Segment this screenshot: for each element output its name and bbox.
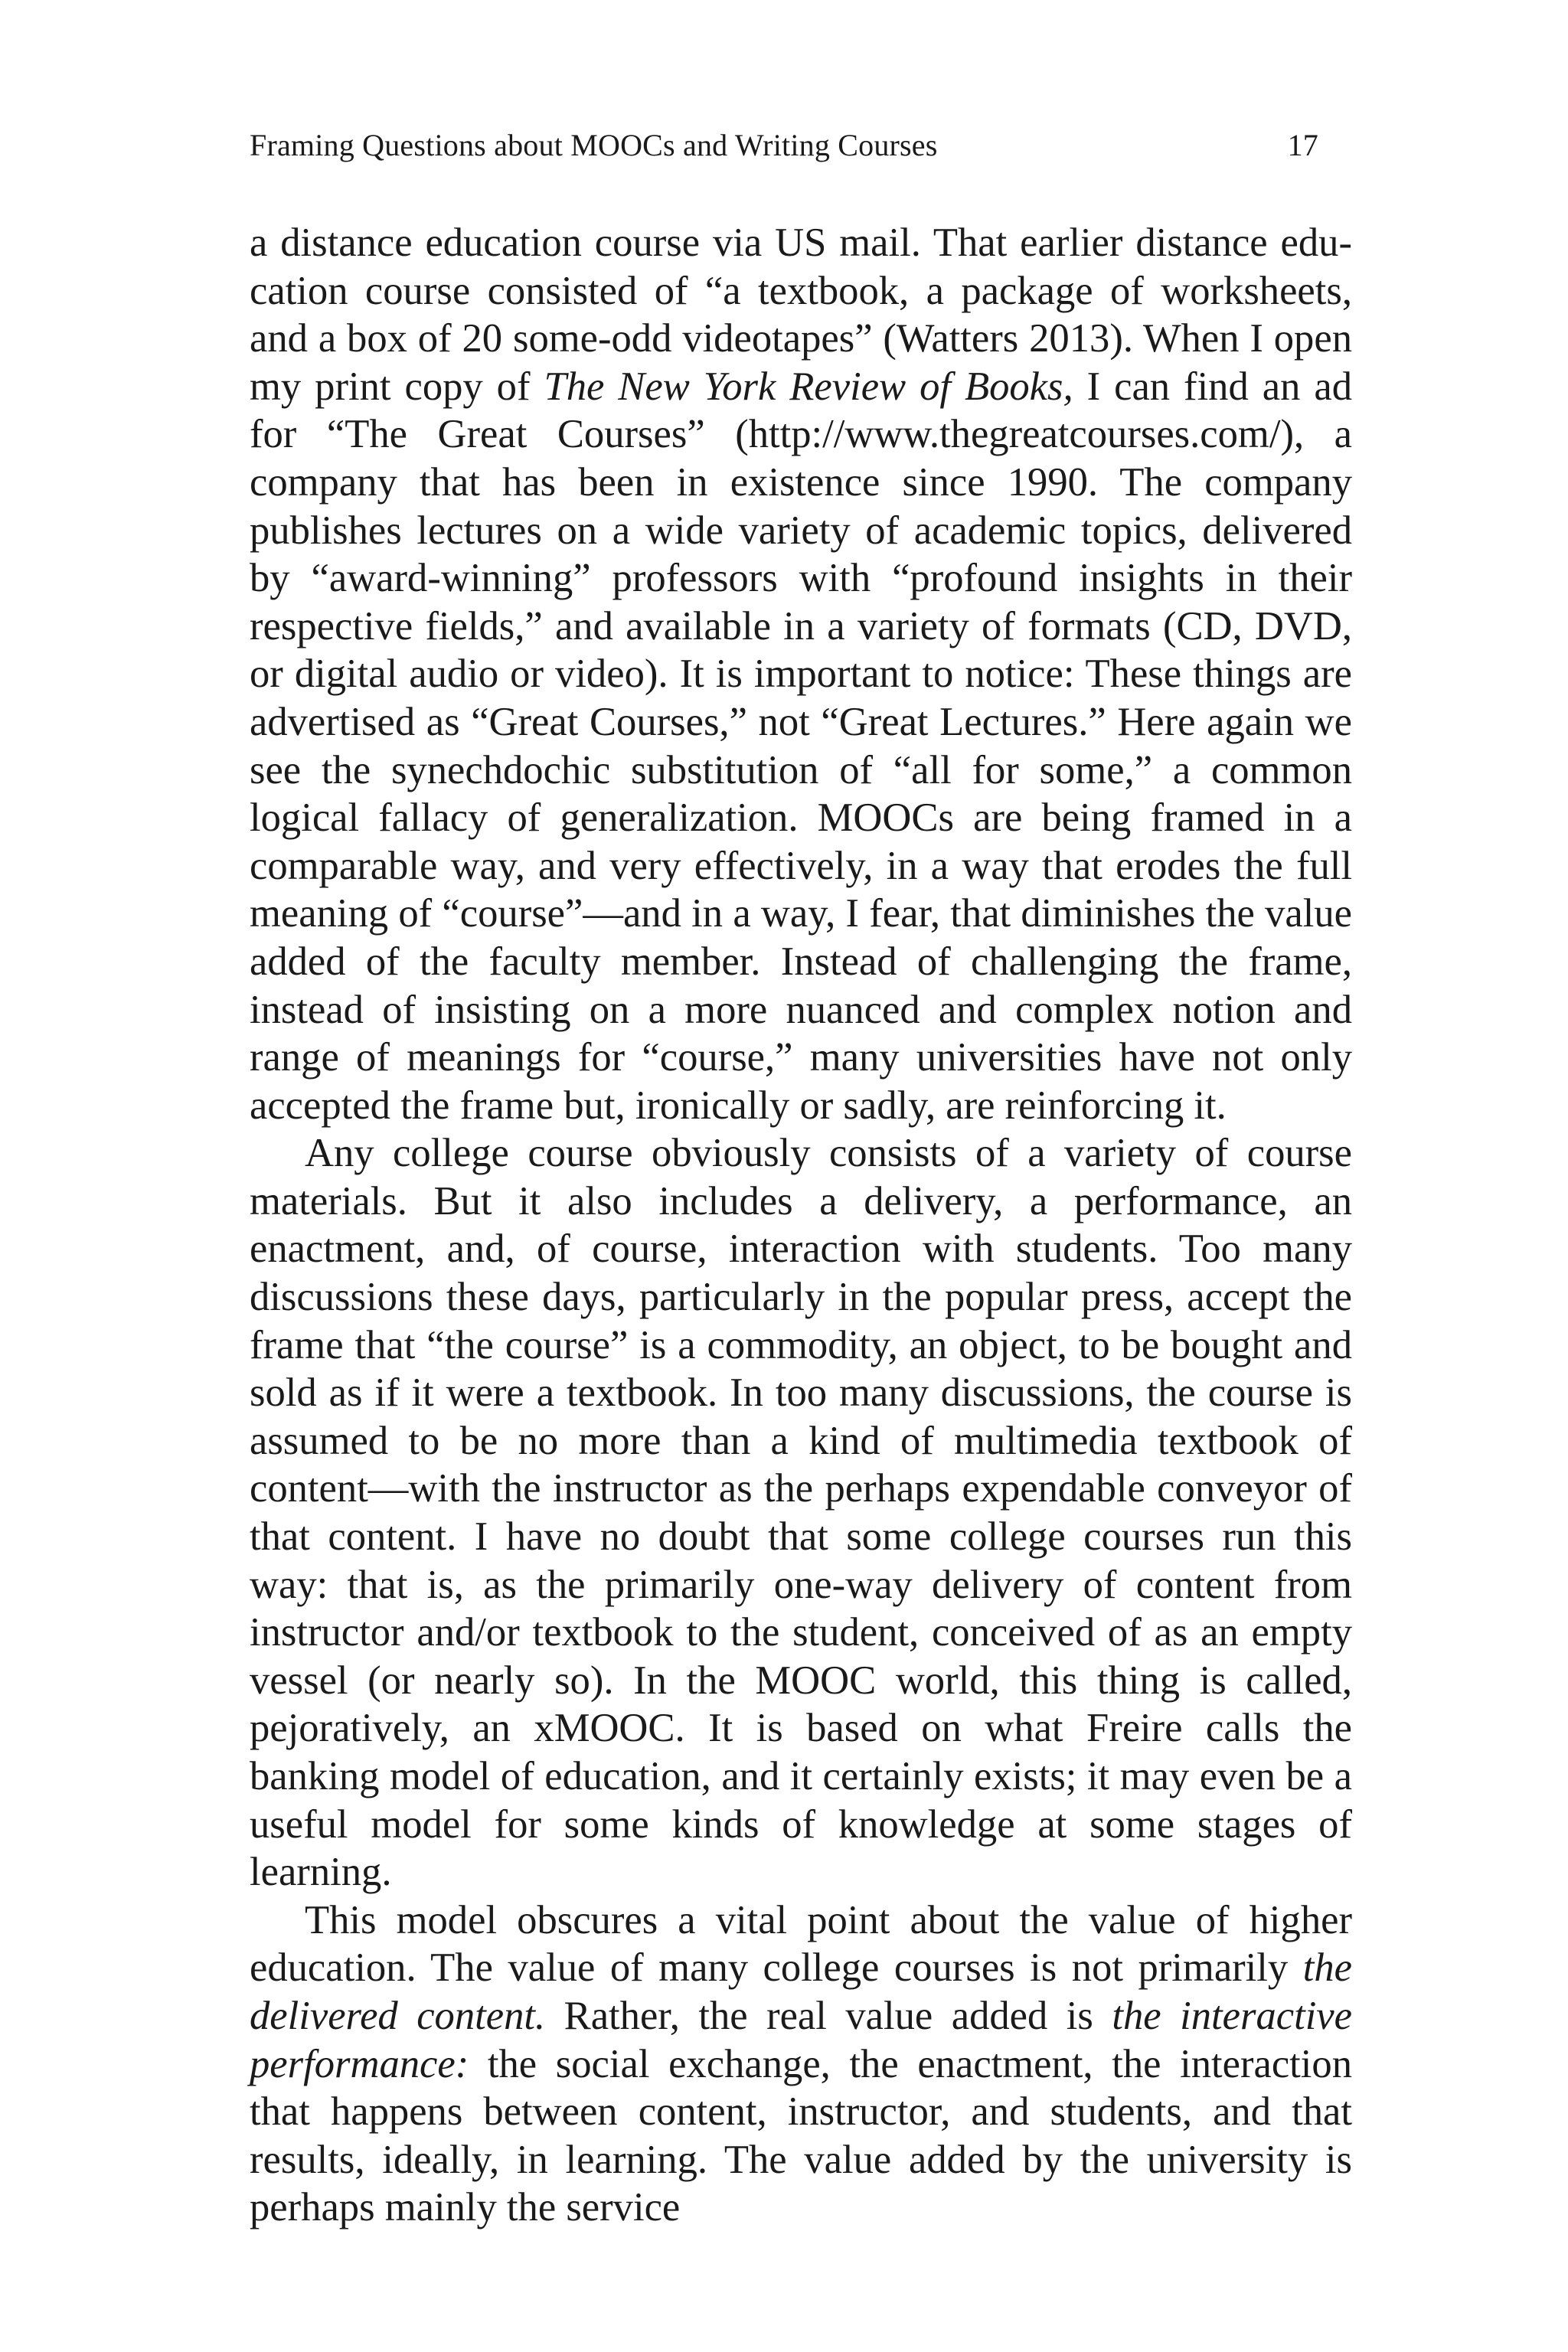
running-head: [250, 127, 1318, 173]
paragraph-2: [250, 1129, 1352, 1896]
paragraph-1-text: a distance education course via US mail. That earlier distance education course consisted of “a textbook, a package of worksheets, and a box of 20 some-odd videotapes” (Watters 2013). When I open my print copy of: [250, 220, 1352, 409]
running-title: Framing Questions about MOOCs and Writing Courses: [250, 128, 938, 162]
paragraph-1: [250, 219, 1352, 1129]
paragraph-1-text-cont: I can find an ad for “The Great Courses” (http://www.thegreatcourses.com/), a company that has been in existence since 1990. The company publishes lectures on a wide variety of academic topics, delivered by “award-winning” professors with “profound insights in their respective fields,” and available in a variety of formats (CD, DVD, or digital audio or video). It is important to notice: These things are advertised as “Great Courses,” not “Great Lectures.” Here again we see the synechdochic substitution of “all for some,” a common logical fallacy of generalization. MOOCs are being framed in a comparable way, and very effectively, in a way that erodes the full meaning of “course”—and in a way, I fear, that diminishes the value added of the faculty member. Instead of challenging the frame, instead of insisting on a more nuanced and complex notion and range of meanings for “course,” many universities have not only accepted the frame but, ironically or sadly, are reinforcing it.: [250, 364, 1352, 1128]
paragraph-2-text: Any college course obviously consists of a variety of course materials. But it also includes a delivery, a performance, an enactment, and, of course, interaction with students. Too many discussions these days, particularly in the popular press, accept the frame that “the course” is a commodity, an object, to be bought and sold as if it were a textbook. In too many discussions, the course is assumed to be no more than a kind of multimedia textbook of content—with the instructor as the perhaps expendable conveyor of that content. I have no doubt that some college courses run this way: that is, as the primarily one-way delivery of content from instructor and/or textbook to the student, conceived of as an empty vessel (or nearly so). In the MOOC world, this thing is called, pejoratively, an xMOOC. It is based on what Freire calls the banking model of education, and it certainly exists; it may even be a useful model for some kinds of knowledge at some stages of learning.: [250, 1131, 1352, 1895]
book-title-italic: The New York Review of Books,: [544, 364, 1073, 409]
paragraph-3-text-end: the social exchange, the enactment, the interaction that happens between content, instructor, and students, and that results, ideally, in learning. The value added by the university is perhaps mainly the service: [250, 2041, 1352, 2230]
paragraph-3-text: This model obscures a vital point about the value of higher education. The value of many college courses is not primarily: [250, 1897, 1352, 1991]
paragraph-3: [250, 1896, 1352, 2232]
page-number: 17: [1287, 128, 1318, 162]
emphasis-delivered-content: the delivered content.: [250, 1945, 1352, 2038]
paragraph-3-text-cont: Rather, the real value added is: [545, 1993, 1112, 2038]
emphasis-interactive-performance: the interactive performance:: [250, 1993, 1352, 2086]
body-text: [250, 219, 1352, 2232]
